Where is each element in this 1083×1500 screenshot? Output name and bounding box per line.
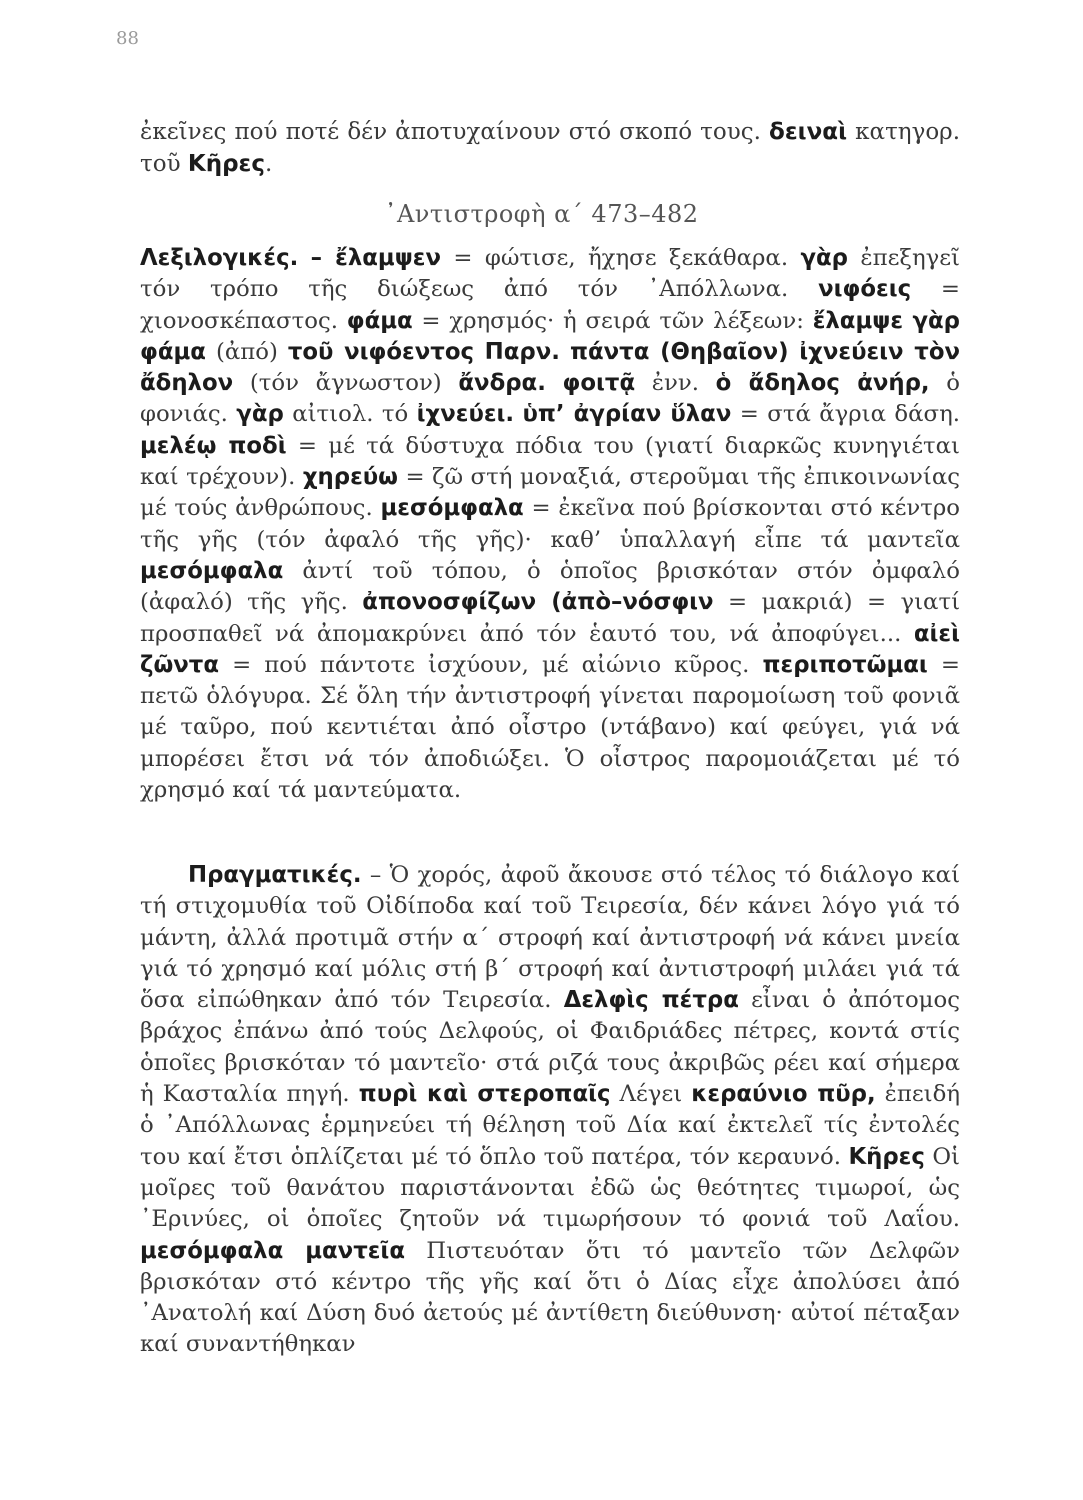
page-number: 88: [116, 28, 139, 49]
lexical-text: = φώτισε, ἤχησε ξεκάθαρα.: [441, 245, 801, 271]
lexical-text: ὁ φονιάς.: [140, 370, 960, 428]
lexical-label: Λεξιλογικές.: [140, 245, 299, 271]
lexical-term: νιφόεις: [818, 276, 912, 303]
lexical-term: ὑπ’ ἀγρίαν ὕλαν: [522, 401, 732, 428]
intro-text-2: κατηγορ. τοῦ: [140, 119, 961, 177]
lexical-text: = χρησμός· ἡ σειρά τῶν λέξεων:: [412, 307, 813, 334]
lexical-term: φάμα: [346, 307, 413, 334]
lexical-text: = πετῶ ὁλόγυρα. Σέ ὅλη τήν ἀντιστροφή γίνεται παρομοίωση τοῦ φονιᾶ μέ ταῦρο, πού κεντιέται ἀπό οἶστρο (ντάβανο) καί φεύγει, γιά νά μπορέσει ἔτσι νά τόν ἀποδιώξει. Ὁ οἶστρος παρομοιάζεται μέ τό χρησμό καί τά μαντεύματα.: [140, 651, 960, 804]
lexical-term: μελέῳ ποδὶ: [140, 432, 287, 459]
factual-term: πυρὶ καὶ στεροπαῖς: [358, 1081, 611, 1108]
intro-bold-2: Κῆρες: [187, 151, 265, 177]
lexical-term: αἰεὶ ζῶντα: [140, 620, 960, 678]
intro-paragraph: [140, 116, 960, 180]
lexical-term: – ἔλαμψεν: [310, 245, 442, 271]
lexical-term: ἀπονοσφίζων (ἀπὸ–νόσφιν: [362, 589, 714, 616]
lexical-text: = μέ τά δύστυχα πόδια του (γιατί διαρκῶς κυνηγιέται καί τρέχουν).: [140, 432, 960, 491]
factual-term: μεσόμφαλα μαντεῖα: [140, 1237, 405, 1264]
lexical-text: = πού πάντοτε ἰσχύουν, μέ αἰώνιο κῦρος.: [219, 651, 763, 678]
factual-term: κεραύνιο πῦρ,: [691, 1081, 876, 1108]
lexical-term: τοῦ νιφόεντος Παρν.: [287, 338, 560, 365]
section-heading: ᾿Αντιστροφὴ α΄ 473–482: [384, 200, 699, 228]
factual-text: ἐπειδή ὁ ᾿Απόλλωνας ἑρμηνεύει τή θέληση τοῦ Δία καί ἐκτελεῖ τίς ἐντολές του καί ἔτσι ὁπλίζεται μέ τό ὅπλο τοῦ πατέρα, τόν κεραυνό.: [140, 1081, 961, 1170]
intro-text-1: ἐκεῖνες πού ποτέ δέν ἀποτυχαίνουν στό σκοπό τους.: [140, 119, 761, 145]
lexical-text: = ἐκεῖνα πού βρίσκονται στό κέντρο τῆς γῆς (τόν ἀφαλό τῆς γῆς)· καθ’ ὑπαλλαγή εἶπε τά μαντεῖα: [140, 495, 960, 553]
factual-text: – Ὁ χορός, ἀφοῦ ἄκουσε στό τέλος τό διάλογο καί τή στιχομυθία τοῦ Οἰδίποδα καί τοῦ Τειρεσία, δέν κάνει λόγο γιά τό μάντη, ἀλλά προτιμᾶ στήν α΄ στροφή καί ἀντιστροφή νά κάνει μνεία γιά τό χρησμό καί μόλις στή β΄ στροφή καί ἀντιστροφή μιλάει γιά τά ὅσα εἰπώθηκαν ἀπό τόν Τειρεσία.: [140, 862, 961, 1014]
lexical-text: ἐνν.: [635, 370, 716, 397]
factual-text: Λέγει: [610, 1081, 692, 1108]
lexical-text: = χιονοσκέπαστος.: [140, 276, 960, 334]
lexical-term: πάντα (Θηβαῖον) ἰχνεύειν τὸν ἄδηλον: [140, 338, 961, 397]
lexical-text: αἰτιολ. τό: [283, 401, 417, 428]
lexical-text: (τόν ἄγνωστον): [233, 370, 459, 397]
factual-label: Πραγματικές.: [188, 862, 362, 888]
lexical-text: (ἀπό): [205, 338, 288, 365]
lexical-term: ἰχνεύει.: [416, 401, 515, 428]
lexical-term: ἄνδρα.: [458, 370, 546, 397]
factual-text: Πιστευόταν ὅτι τό μαντεῖο τῶν Δελφῶν βρισκόταν στό κέντρο τῆς γῆς καί ὅτι ὁ Δίας εἶχε ἀπολύσει ἀπό ᾿Ανατολή καί Δύση δυό ἀετούς μέ ἀντίθετη διεύθυνση· αὐτοί πέταξαν καί συναντήθηκαν: [140, 1237, 961, 1358]
lexical-term: φοιτᾷ: [562, 370, 636, 397]
factual-term: Κῆρες: [848, 1143, 925, 1170]
factual-notes: [140, 860, 960, 1361]
factual-text: εἶναι ὁ ἀπότομος βράχος ἐπάνω ἀπό τούς Δελφούς, οἱ Φαιδριάδες πέτρες, κοντά στίς ὁποῖες βρισκόταν τό μαντεῖο· στά ριζά τους ἀκριβῶς ρέει καί σήμερα ἡ Κασταλία πηγή.: [140, 987, 960, 1108]
factual-text: Οἱ μοῖρες τοῦ θανάτου παριστάνονται ἐδῶ ὡς θεότητες τιμωροί, ὡς ᾿Ερινύες, οἱ ὁποῖες ζητοῦν νά τιμωρήσουν τό φονιά τοῦ Λαΐου.: [140, 1143, 960, 1233]
lexical-text: ἐπεξηγεῖ τόν τρόπο τῆς διώξεως ἀπό τόν ᾿Απόλλωνα.: [140, 245, 960, 303]
factual-term: Δελφὶς πέτρα: [563, 987, 739, 1014]
lexical-term: μεσόμφαλα: [140, 557, 284, 584]
lexical-text: [514, 401, 522, 427]
lexical-term: μεσόμφαλα: [380, 495, 524, 522]
intro-bold-1: δειναὶ: [769, 119, 848, 145]
lexical-text: = μακριά) = γιατί προσπαθεῖ νά ἀπομακρύνει ἀπό τόν ἑαυτό του, νά ἀποφύγει...: [140, 589, 961, 647]
lexical-notes: [140, 243, 960, 806]
lexical-text: [560, 339, 570, 365]
lexical-text: = στά ἄγρια δάση.: [731, 401, 960, 428]
lexical-term: γὰρ: [236, 401, 284, 428]
lexical-term: γὰρ: [800, 245, 848, 271]
lexical-text: = ζῶ στή μοναξιά, στεροῦμαι τῆς ἐπικοινωνίας μέ τούς ἀνθρώπους.: [140, 464, 960, 522]
lexical-term: χηρεύω: [302, 464, 398, 491]
lexical-text: [546, 370, 563, 396]
lexical-text: ἀντί τοῦ τόπου, ὁ ὁποῖος βρισκόταν στόν ὀμφαλό (ἀφαλό) τῆς γῆς.: [140, 557, 960, 616]
lexical-term: περιποτῶμαι: [762, 651, 928, 678]
intro-text-3: .: [264, 151, 273, 177]
lexical-term: ἔλαμψε γὰρ φάμα: [140, 307, 960, 365]
lexical-term: ὁ ἄδηλος ἀνήρ,: [715, 370, 930, 397]
